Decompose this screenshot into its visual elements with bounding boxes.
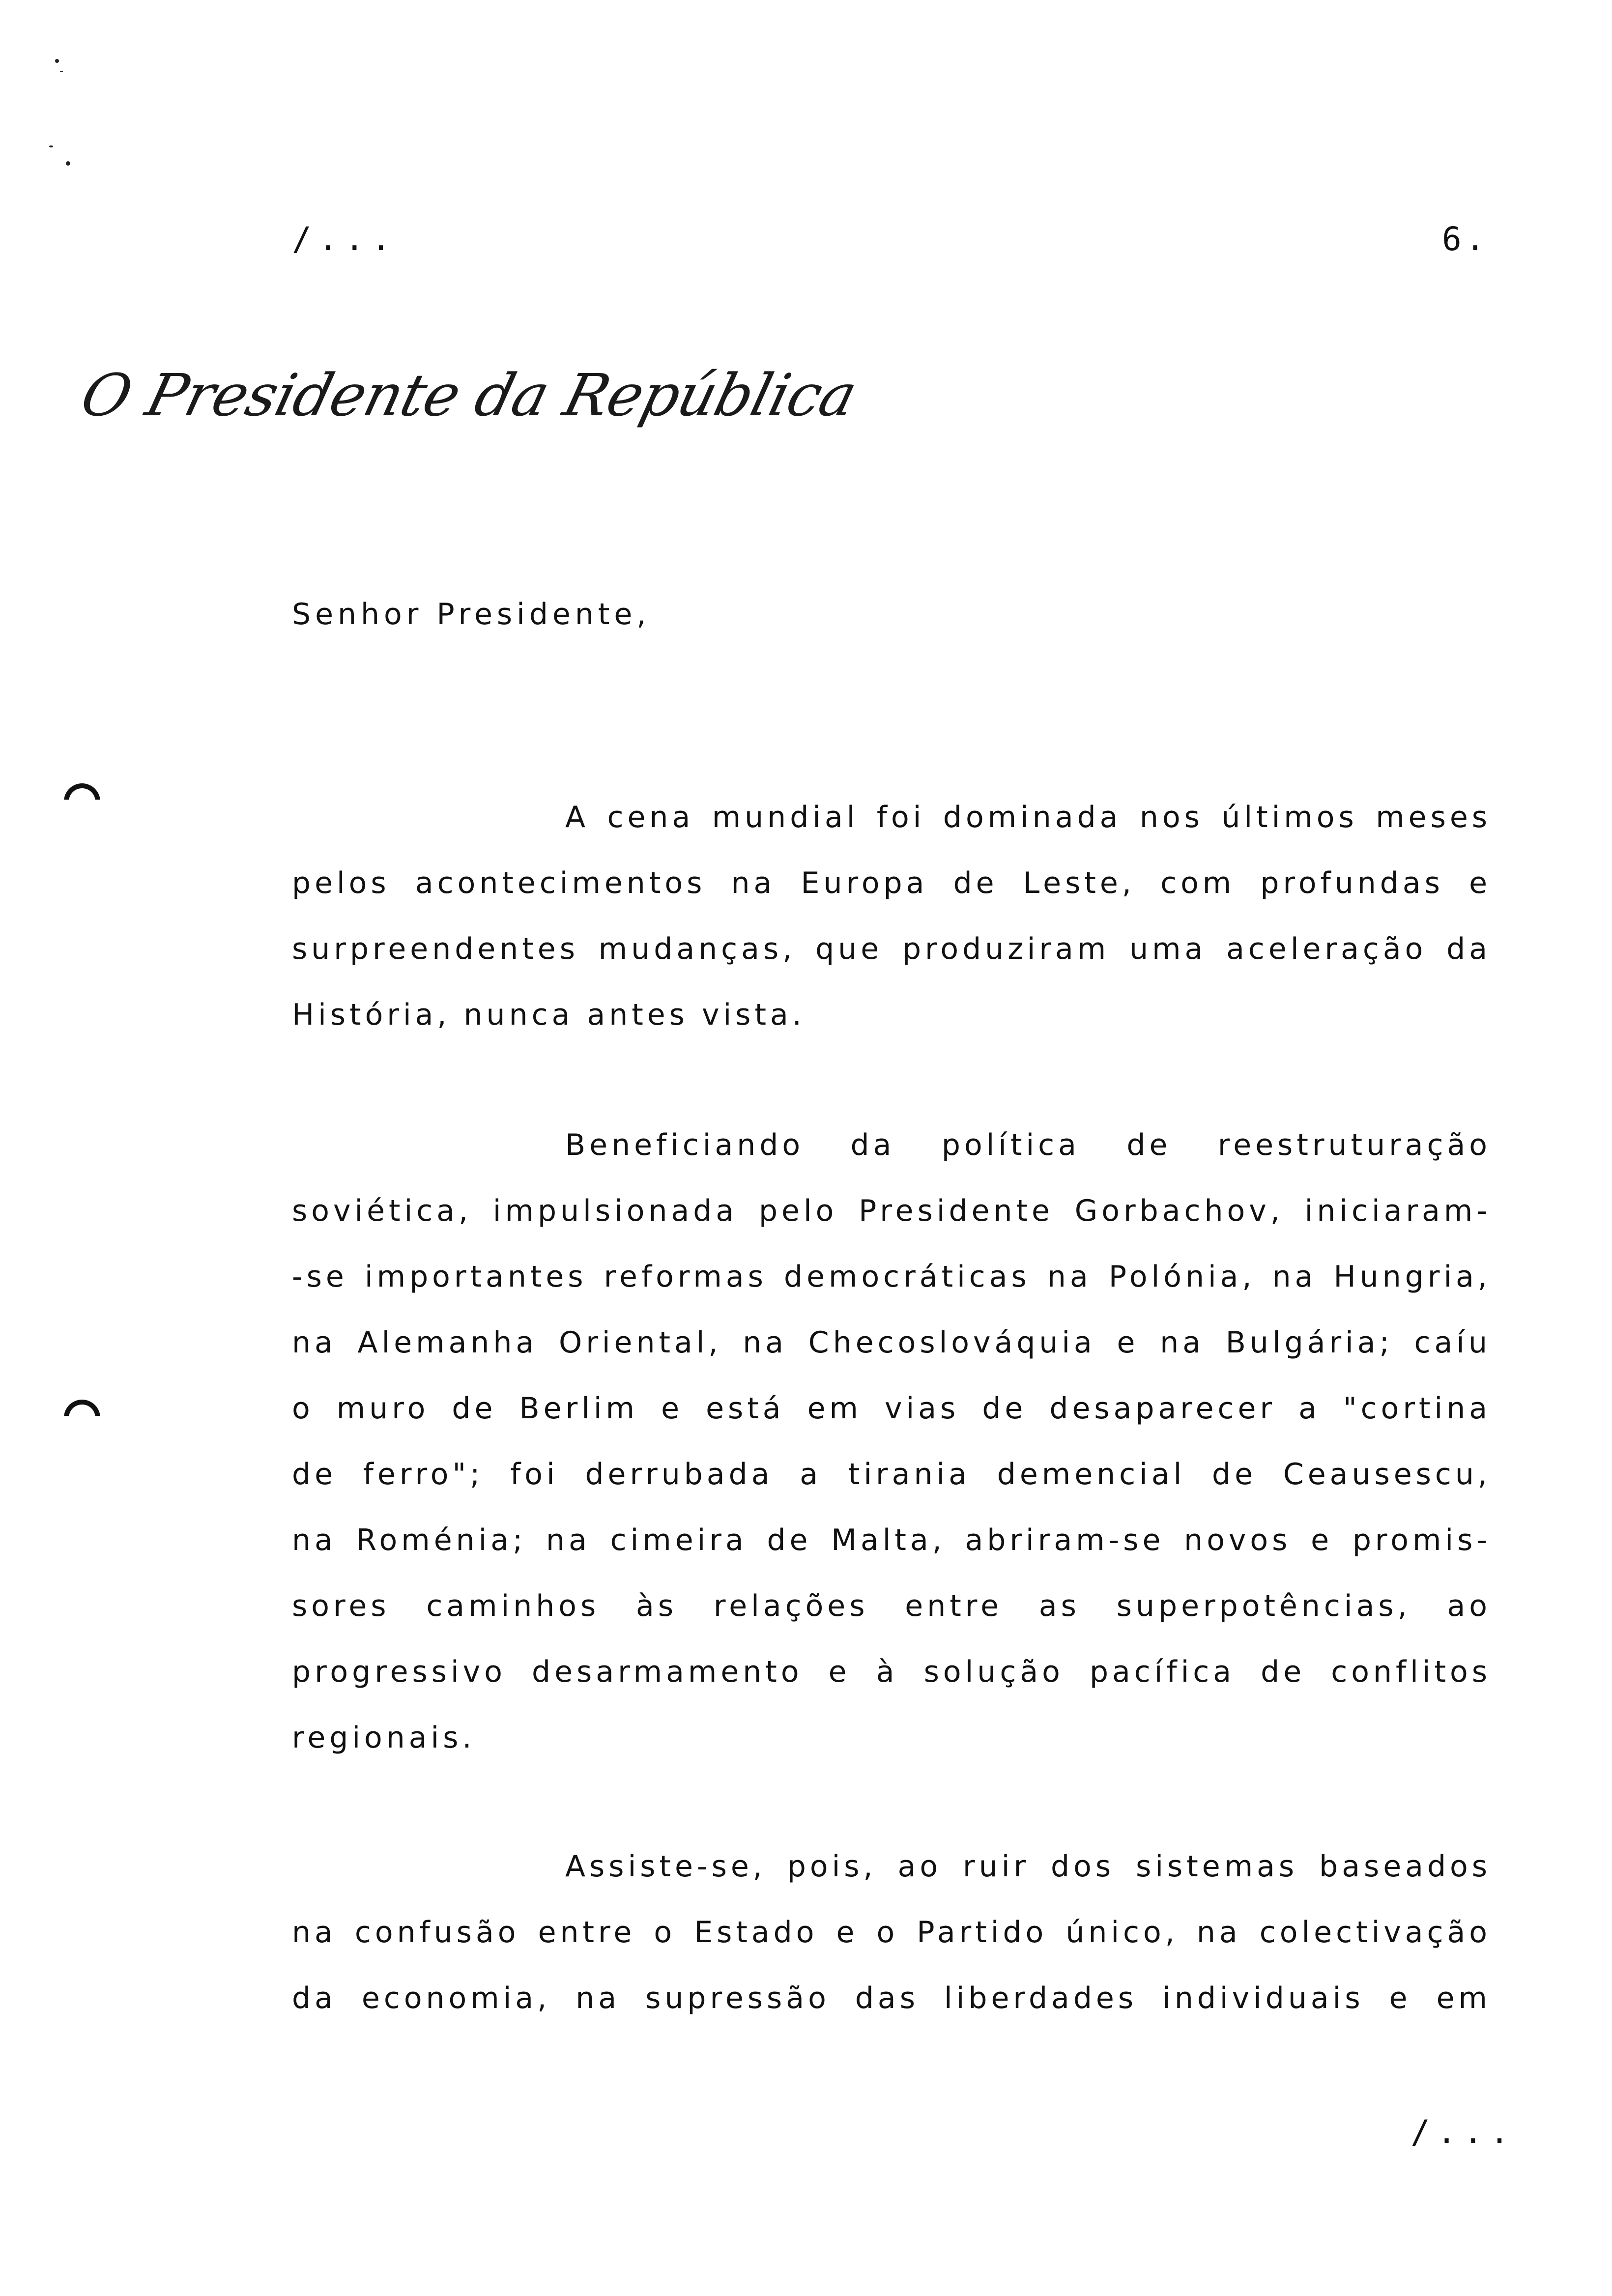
text-line: o muro de Berlim e está em vias de desaparecer a "cortina: [292, 1391, 1491, 1426]
text-line: Assiste-se, pois, ao ruir dos sistemas baseados: [565, 1849, 1491, 1884]
page-number: 6.: [1442, 220, 1489, 258]
salutation: Senhor Presidente,: [292, 597, 651, 631]
text-line: Beneficiando da política de reestruturação: [565, 1128, 1491, 1162]
continuation-mark-bottom: /...: [1410, 2113, 1516, 2151]
punch-hole-mark: [64, 783, 100, 820]
text-line: progressivo desarmamento e à solução pacífica de conflitos: [292, 1655, 1491, 1689]
text-line: soviética, impulsionada pelo Presidente Gorbachov, iniciaram-: [292, 1194, 1491, 1228]
continuation-mark-top: /...: [292, 220, 398, 258]
text-line: na confusão entre o Estado e o Partido único, na colectivação: [292, 1915, 1491, 1950]
text-line: surpreendentes mudanças, que produziram uma aceleração da: [292, 932, 1491, 966]
text-line: na Alemanha Oriental, na Checoslováquia e na Bulgária; caíu: [292, 1325, 1491, 1360]
scan-speck: [55, 59, 59, 63]
letterhead: O Presidente da República: [74, 361, 864, 429]
text-line: sores caminhos às relações entre as superpotências, ao: [292, 1589, 1491, 1623]
text-line: pelos acontecimentos na Europa de Leste, com profundas e: [292, 866, 1491, 900]
text-line: na Roménia; na cimeira de Malta, abriram-se novos e promis-: [292, 1523, 1491, 1557]
scan-speck: [66, 161, 70, 166]
text-line: da economia, na supressão das liberdades individuais e em: [292, 1981, 1491, 2015]
scan-speck: [60, 71, 63, 72]
text-line: regionais.: [292, 1721, 476, 1755]
punch-hole-mark: [64, 1400, 100, 1436]
text-line: -se importantes reformas democráticas na Polónia, na Hungria,: [292, 1260, 1491, 1294]
text-line: A cena mundial foi dominada nos últimos meses: [565, 800, 1491, 834]
text-line: História, nunca antes vista.: [292, 998, 806, 1032]
text-line: de ferro"; foi derrubada a tirania demencial de Ceausescu,: [292, 1457, 1491, 1492]
scan-speck: [49, 145, 53, 147]
